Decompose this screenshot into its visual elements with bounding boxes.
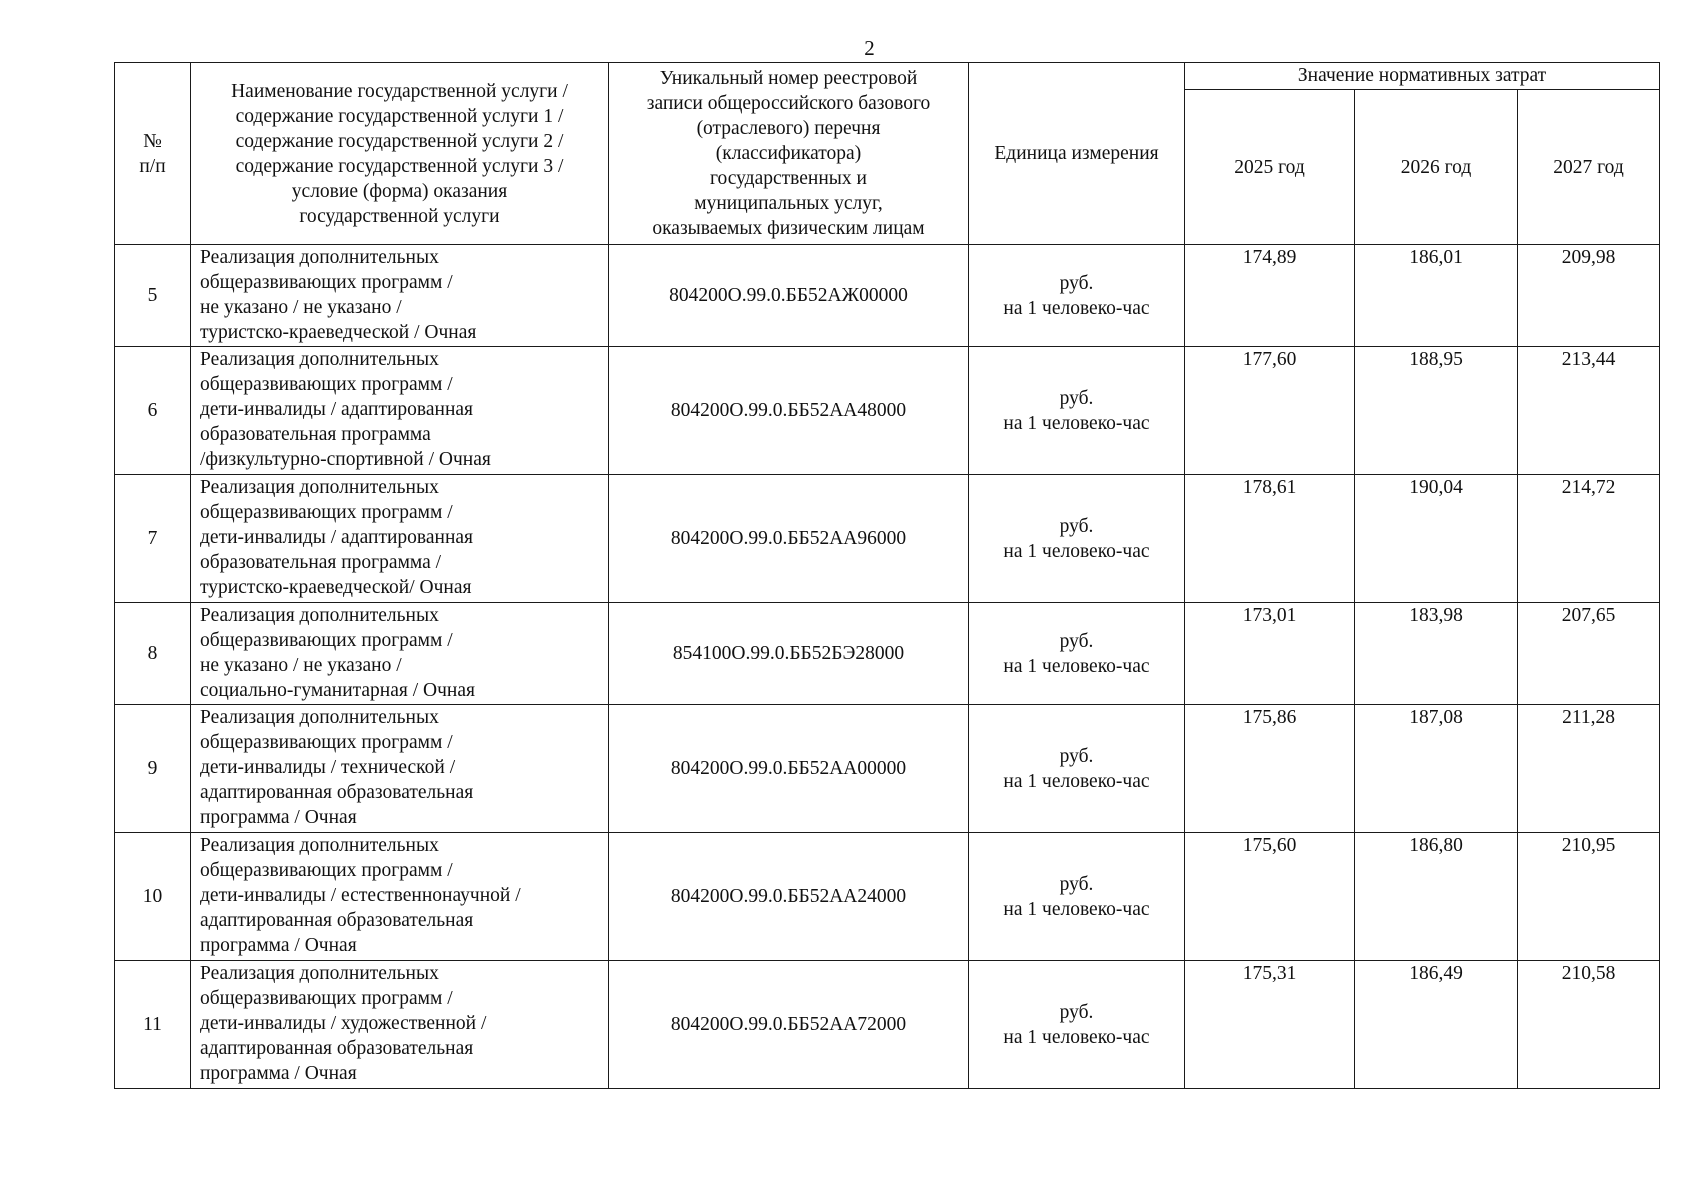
row-value-2025: 175,86 bbox=[1185, 705, 1355, 833]
row-num: 7 bbox=[115, 475, 191, 603]
row-value-2026: 187,08 bbox=[1355, 705, 1518, 833]
row-value-2025: 177,60 bbox=[1185, 347, 1355, 475]
header-service-name: Наименование государственной услуги / содержание государственной услуги 1 / содержание государственной услуги 2 / содержание государственной услуги 3 / условие (форма) оказания государственной услуги bbox=[191, 63, 609, 245]
row-value-2025: 178,61 bbox=[1185, 475, 1355, 603]
row-value-2025: 174,89 bbox=[1185, 245, 1355, 347]
row-num: 11 bbox=[115, 961, 191, 1089]
table-row bbox=[115, 705, 1660, 833]
table-row bbox=[115, 603, 1660, 705]
row-value-2026: 183,98 bbox=[1355, 603, 1518, 705]
row-registry-code: 804200О.99.0.ББ52АА48000 bbox=[609, 347, 969, 475]
row-registry-code: 804200О.99.0.ББ52АА00000 bbox=[609, 705, 969, 833]
header-year-2025: 2025 год bbox=[1185, 90, 1355, 245]
row-value-2027: 213,44 bbox=[1518, 347, 1660, 475]
row-unit: руб. на 1 человеко-час bbox=[969, 603, 1185, 705]
row-value-2026: 186,49 bbox=[1355, 961, 1518, 1089]
row-registry-code: 804200О.99.0.ББ52АА72000 bbox=[609, 961, 969, 1089]
table-row bbox=[115, 961, 1660, 1089]
header-values-group: Значение нормативных затрат bbox=[1185, 63, 1660, 90]
row-unit: руб. на 1 человеко-час bbox=[969, 961, 1185, 1089]
row-registry-code: 804200О.99.0.ББ52АЖ00000 bbox=[609, 245, 969, 347]
row-service-name: Реализация дополнительных общеразвивающих программ / не указано / не указано / социально-гуманитарная / Очная bbox=[191, 603, 609, 705]
row-value-2026: 186,01 bbox=[1355, 245, 1518, 347]
row-unit: руб. на 1 человеко-час bbox=[969, 347, 1185, 475]
row-service-name: Реализация дополнительных общеразвивающих программ / дети-инвалиды / адаптированная образовательная программа / туристско-краеведческой/ Очная bbox=[191, 475, 609, 603]
header-unit: Единица измерения bbox=[969, 63, 1185, 245]
table-header-row bbox=[115, 63, 1660, 90]
row-unit: руб. на 1 человеко-час bbox=[969, 833, 1185, 961]
normative-costs-table bbox=[114, 62, 1660, 1089]
row-service-name: Реализация дополнительных общеразвивающих программ / дети-инвалиды / технической / адаптированная образовательная программа / Очная bbox=[191, 705, 609, 833]
header-year-2027: 2027 год bbox=[1518, 90, 1660, 245]
row-num: 9 bbox=[115, 705, 191, 833]
row-value-2027: 207,65 bbox=[1518, 603, 1660, 705]
row-service-name: Реализация дополнительных общеразвивающих программ / дети-инвалиды / адаптированная образовательная программа /физкультурно-спортивной / Очная bbox=[191, 347, 609, 475]
header-year-2026: 2026 год bbox=[1355, 90, 1518, 245]
table-row bbox=[115, 347, 1660, 475]
table-row bbox=[115, 475, 1660, 603]
row-service-name: Реализация дополнительных общеразвивающих программ / не указано / не указано / туристско-краеведческой / Очная bbox=[191, 245, 609, 347]
row-value-2025: 173,01 bbox=[1185, 603, 1355, 705]
row-unit: руб. на 1 человеко-час bbox=[969, 705, 1185, 833]
row-value-2026: 188,95 bbox=[1355, 347, 1518, 475]
page-number: 2 bbox=[864, 36, 875, 60]
row-value-2026: 186,80 bbox=[1355, 833, 1518, 961]
row-num: 8 bbox=[115, 603, 191, 705]
row-value-2027: 214,72 bbox=[1518, 475, 1660, 603]
row-registry-code: 804200О.99.0.ББ52АА24000 bbox=[609, 833, 969, 961]
table-row bbox=[115, 833, 1660, 961]
row-num: 10 bbox=[115, 833, 191, 961]
header-num: № п/п bbox=[115, 63, 191, 245]
row-registry-code: 804200О.99.0.ББ52АА96000 bbox=[609, 475, 969, 603]
row-num: 6 bbox=[115, 347, 191, 475]
row-value-2027: 209,98 bbox=[1518, 245, 1660, 347]
row-unit: руб. на 1 человеко-час bbox=[969, 245, 1185, 347]
row-value-2027: 210,95 bbox=[1518, 833, 1660, 961]
row-value-2026: 190,04 bbox=[1355, 475, 1518, 603]
row-value-2027: 210,58 bbox=[1518, 961, 1660, 1089]
row-value-2025: 175,31 bbox=[1185, 961, 1355, 1089]
row-num: 5 bbox=[115, 245, 191, 347]
row-service-name: Реализация дополнительных общеразвивающих программ / дети-инвалиды / естественнонаучной / адаптированная образовательная программа / Очная bbox=[191, 833, 609, 961]
row-service-name: Реализация дополнительных общеразвивающих программ / дети-инвалиды / художественной / адаптированная образовательная программа / Очная bbox=[191, 961, 609, 1089]
table-row bbox=[115, 245, 1660, 347]
header-registry-code: Уникальный номер реестровой записи общероссийского базового (отраслевого) перечня (классификатора) государственных и муниципальных услуг, оказываемых физическим лицам bbox=[609, 63, 969, 245]
row-unit: руб. на 1 человеко-час bbox=[969, 475, 1185, 603]
row-value-2025: 175,60 bbox=[1185, 833, 1355, 961]
row-value-2027: 211,28 bbox=[1518, 705, 1660, 833]
row-registry-code: 854100О.99.0.ББ52БЭ28000 bbox=[609, 603, 969, 705]
